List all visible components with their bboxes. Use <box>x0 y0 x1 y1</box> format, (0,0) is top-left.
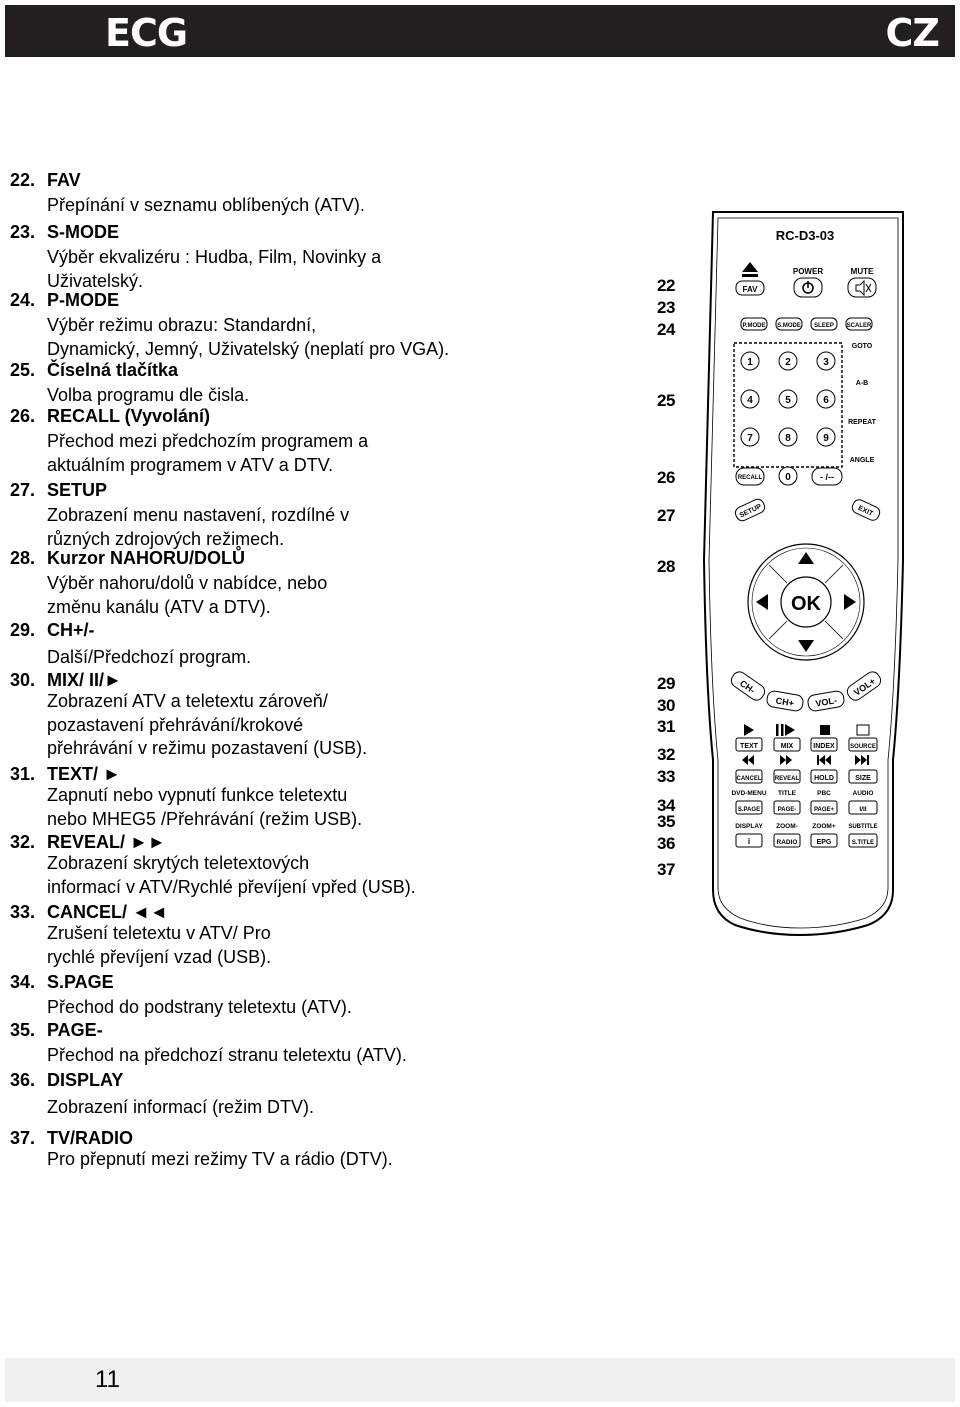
cancel-label: CANCEL <box>736 776 762 782</box>
callout-24: 24 <box>657 320 675 339</box>
radio-label: RADIO <box>776 839 798 846</box>
text-label: TEXT <box>740 743 758 750</box>
subtitle-label: SUBTITLE <box>848 824 878 830</box>
digit-7-label: 7 <box>747 433 753 444</box>
recall-label: RECALL <box>737 475 763 481</box>
epg-label: EPG <box>816 839 832 846</box>
repeat-label: REPEAT <box>848 419 876 426</box>
item-title: FAV <box>47 170 81 190</box>
audio-label: AUDIO <box>852 790 874 797</box>
reveal-label: REVEAL <box>774 776 800 782</box>
item-description: Zapnutí nebo vypnutí funkce teletextu nebo MHEG5 /Přehrávání (režim USB). <box>47 785 363 829</box>
item-title: CANCEL/ ◄◄ <box>47 902 168 922</box>
item-number: 34. <box>10 972 36 992</box>
pause-icon <box>776 724 779 736</box>
size-label: SIZE <box>855 775 871 782</box>
display-label: DISPLAY <box>735 823 763 830</box>
remote-model: RC-D3-03 <box>775 228 835 243</box>
item-title: S-MODE <box>47 222 119 242</box>
title-label: TITLE <box>777 790 797 797</box>
pmode-label: P.MODE <box>742 323 766 329</box>
item-description: Přechod mezi předchozím programem a aktuálním programem v ATV a DTV. <box>47 431 369 475</box>
item-description: Výběr režimu obrazu: Standardní, Dynamický, Jemný, Uživatelský (neplatí pro VGA). <box>47 315 450 359</box>
exit-label: EXIT <box>856 504 874 518</box>
i-ii-label: I/II <box>859 806 867 813</box>
pbc-label: PBC <box>817 790 831 797</box>
item-title: Číselná tlačítka <box>47 360 179 380</box>
item-title: MIX/ II/► <box>47 670 122 690</box>
item-number: 29. <box>10 620 36 640</box>
item-number: 28. <box>10 548 36 568</box>
item-title: CH+/- <box>47 620 95 640</box>
digit-5-label: 5 <box>785 395 791 406</box>
item-title: REVEAL/ ►► <box>47 832 166 852</box>
item-number: 37. <box>10 1128 36 1148</box>
item-number: 25. <box>10 360 36 380</box>
ch-plus-label: CH+ <box>774 695 795 709</box>
item-title: S.PAGE <box>47 972 114 992</box>
callout-32: 32 <box>657 745 675 764</box>
smode-label: S.MODE <box>777 323 801 329</box>
hold-label: HOLD <box>814 775 834 782</box>
item-description: Zobrazení skrytých teletextových informací v ATV/Rychlé převíjení vpřed (USB). <box>47 853 416 897</box>
callout-22: 22 <box>657 276 675 295</box>
dash-label: - /-- <box>820 472 834 482</box>
mix-label: MIX <box>780 743 794 750</box>
item-title: RECALL (Vyvolání) <box>47 406 211 426</box>
callout-25: 25 <box>657 391 675 410</box>
callout-29: 29 <box>657 674 675 693</box>
info-label: i <box>747 837 751 846</box>
setup-label: SETUP <box>738 503 763 520</box>
page-minus-label: PAGE- <box>777 807 797 813</box>
item-number: 30. <box>10 670 36 690</box>
ok-label: OK <box>791 593 821 615</box>
vol-minus-label: VOL- <box>814 695 838 709</box>
digit-2-label: 2 <box>785 357 791 368</box>
callout-26: 26 <box>657 468 675 487</box>
item-description: Výběr nahoru/dolů v nabídce, nebo změnu kanálu (ATV a DTV). <box>47 573 328 617</box>
callout-27: 27 <box>657 506 675 525</box>
item-number: 23. <box>10 222 36 242</box>
callout-23: 23 <box>657 298 675 317</box>
zoom-minus-label: ZOOM- <box>776 823 798 830</box>
eject-bar <box>742 274 758 277</box>
item-number: 24. <box>10 290 36 310</box>
angle-label: ANGLE <box>849 457 875 464</box>
item-title: PAGE- <box>47 1020 103 1040</box>
digit-8-label: 8 <box>785 433 791 444</box>
digit-1-label: 1 <box>747 357 753 368</box>
sleep-label: SLEEP <box>814 323 834 329</box>
item-title: SETUP <box>47 480 108 500</box>
zoom-plus-label: ZOOM+ <box>812 823 836 830</box>
power-label: POWER <box>792 267 824 276</box>
callout-33: 33 <box>657 767 675 786</box>
item-number: 36. <box>10 1070 36 1090</box>
digit-0-label: 0 <box>785 472 791 483</box>
brand-logo: ECG <box>105 11 188 55</box>
item-number: 22. <box>10 170 36 190</box>
callout-35: 35 <box>657 812 675 831</box>
digit-3-label: 3 <box>823 357 829 368</box>
callout-28: 28 <box>657 557 675 576</box>
item-description: Přechod do podstrany teletextu (ATV). <box>47 997 352 1017</box>
item-description: Další/Předchozí program. <box>47 647 252 667</box>
item-number: 31. <box>10 764 36 784</box>
item-description: Přechod na předchozí stranu teletextu (ATV). <box>47 1045 407 1065</box>
stop-icon <box>820 725 830 735</box>
item-description: Volba programu dle čisla. <box>47 385 250 405</box>
item-title: DISPLAY <box>47 1070 124 1090</box>
spage-label: S.PAGE <box>737 807 761 813</box>
item-description: Výběr ekvalizéru : Hudba, Film, Novinky a Uživatelský. <box>47 247 382 291</box>
item-number: 35. <box>10 1020 36 1040</box>
item-title: TEXT/ ► <box>47 764 121 784</box>
digit-9-label: 9 <box>823 433 829 444</box>
item-description: Zobrazení menu nastavení, rozdílné v různých zdrojových režimech. <box>47 505 350 549</box>
page-plus-label: PAGE+ <box>813 807 835 813</box>
language-code: CZ <box>885 11 939 55</box>
item-description: Zobrazení informací (režim DTV). <box>47 1097 315 1117</box>
callout-37: 37 <box>657 860 675 879</box>
mute-label: MUTE <box>850 267 874 276</box>
item-number: 33. <box>10 902 36 922</box>
item-description: Přepínání v seznamu oblíbených (ATV). <box>47 195 365 215</box>
footer-bar <box>5 1358 955 1402</box>
callout-36: 36 <box>657 834 675 853</box>
scaler-label: SCALER <box>846 323 872 329</box>
dvd-menu-label: DVD-MENU <box>731 790 767 797</box>
digit-6-label: 6 <box>823 395 829 406</box>
digit-4-label: 4 <box>747 395 753 406</box>
fav-label: FAV <box>742 285 758 294</box>
callout-34: 34 <box>657 796 675 815</box>
source-icon <box>857 725 869 735</box>
stitle-label: S.TITLE <box>851 840 875 846</box>
item-description: Zobrazení ATV a teletextu zároveň/ pozastavení přehrávání/krokové přehrávání v režimu pozastavení (USB). <box>47 691 368 758</box>
item-number: 27. <box>10 480 36 500</box>
goto-label: GOTO <box>851 343 873 350</box>
mute-button[interactable] <box>848 278 876 297</box>
source-label: SOURCE <box>850 744 876 750</box>
item-number: 32. <box>10 832 36 852</box>
index-label: INDEX <box>813 743 835 750</box>
item-number: 26. <box>10 406 36 426</box>
item-description: Zrušení teletextu v ATV/ Pro rychlé převíjení vzad (USB). <box>47 923 272 967</box>
callout-30: 30 <box>657 696 675 715</box>
page-number: 11 <box>95 1366 120 1393</box>
callout-31: 31 <box>657 717 675 736</box>
vol-plus-label: VOL+ <box>851 675 878 698</box>
item-title: P-MODE <box>47 290 119 310</box>
item-title: TV/RADIO <box>47 1128 134 1148</box>
prev-icon <box>817 755 819 765</box>
ch-minus-label: CH- <box>738 678 757 696</box>
item-description: Pro přepnutí mezi režimy TV a rádio (DTV). <box>47 1149 393 1169</box>
ab-label: A-B <box>855 380 869 387</box>
item-title: Kurzor NAHORU/DOLŮ <box>47 548 245 568</box>
